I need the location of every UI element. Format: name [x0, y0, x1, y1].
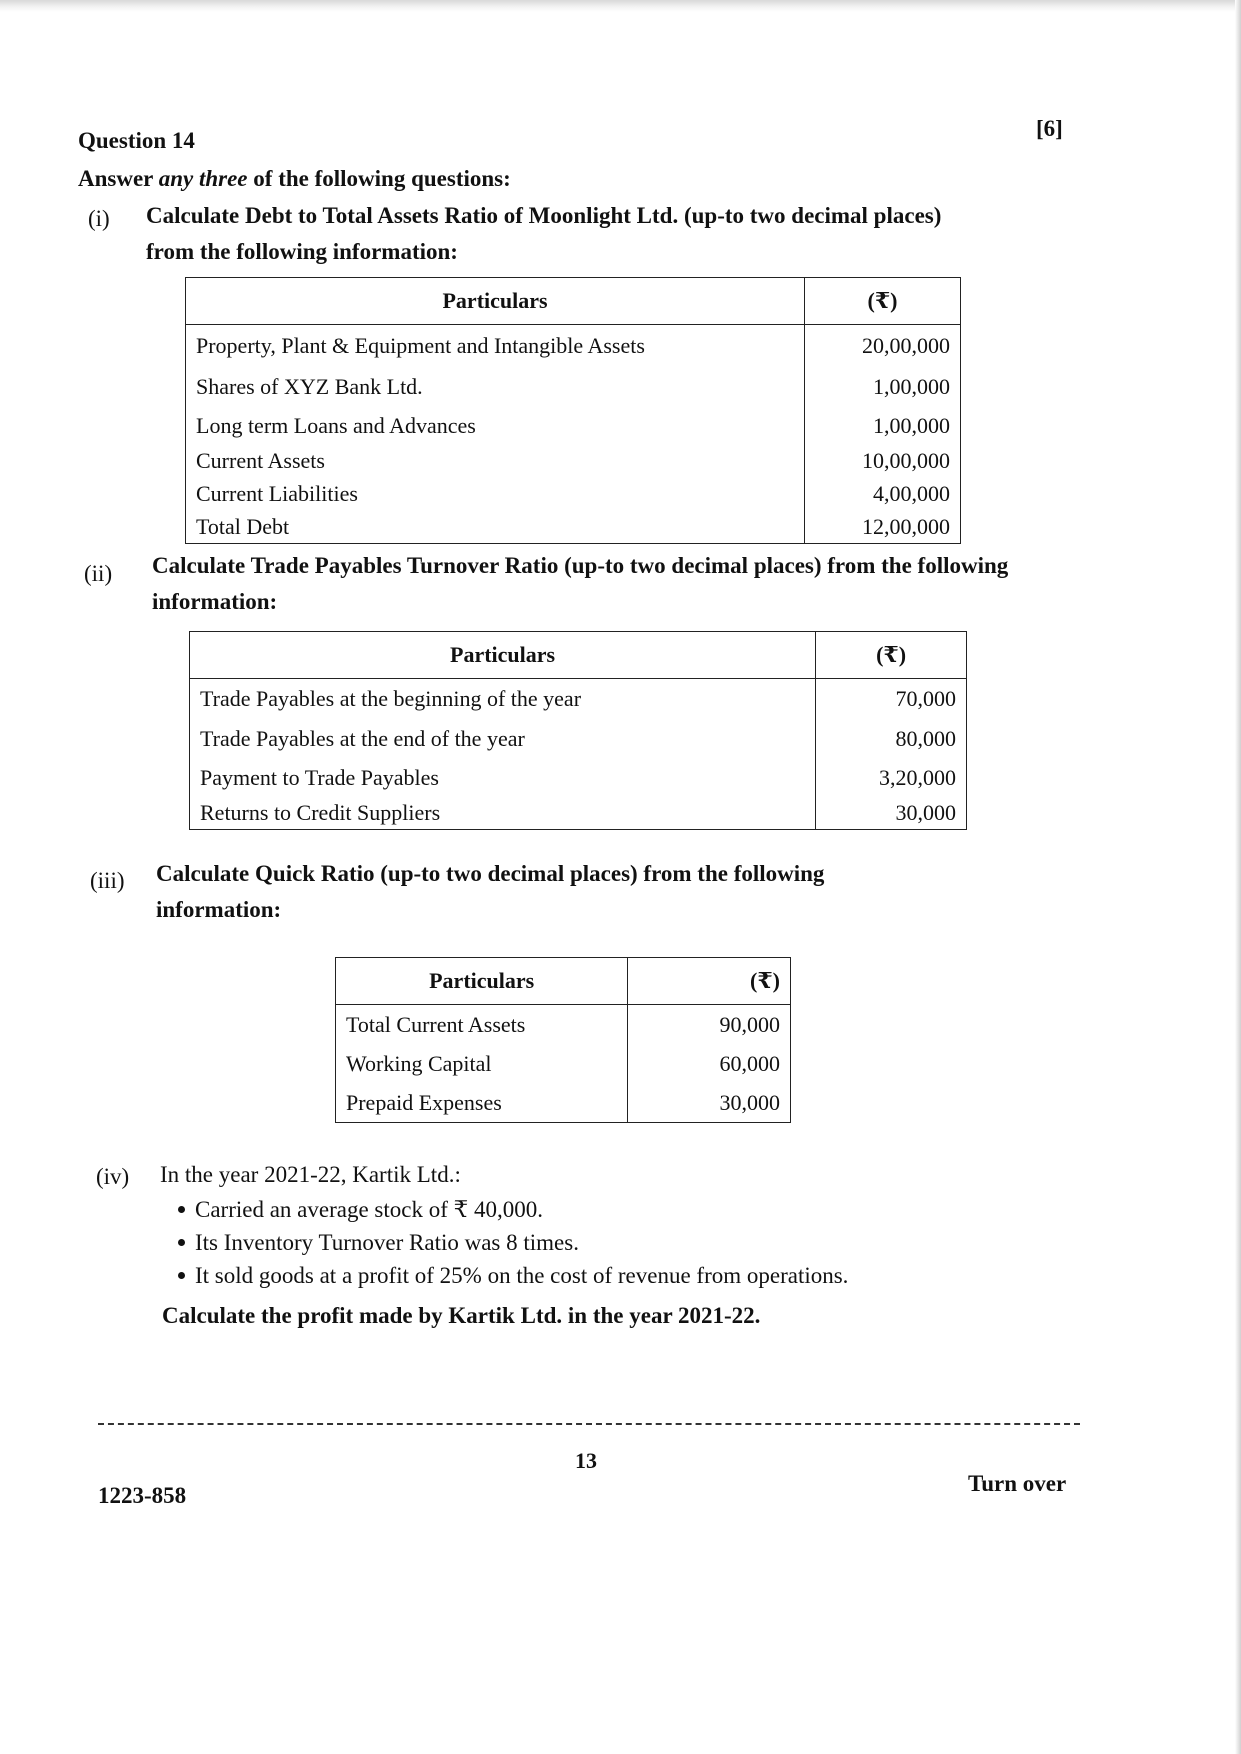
footer-divider	[98, 1423, 1080, 1425]
list-item	[178, 1193, 848, 1226]
column-header-particulars: Particulars	[186, 278, 805, 325]
page-right-edge	[1235, 0, 1241, 1754]
data-table-debt-ratio	[185, 277, 961, 544]
table-row	[190, 679, 967, 719]
page-number: 13	[575, 1448, 597, 1473]
row-value: 12,00,000	[805, 511, 961, 544]
column-header-amount: (₹)	[816, 632, 967, 679]
row-value: 1,00,000	[805, 367, 961, 407]
paper-code: 1223-858	[98, 1483, 187, 1508]
table-header-row	[336, 958, 791, 1005]
table-row	[336, 1005, 791, 1045]
table-row	[186, 478, 961, 511]
row-label: Current Liabilities	[186, 478, 805, 511]
bullet-text: It sold goods at a profit of 25% on the cost of revenue from operations.	[195, 1262, 849, 1288]
column-header-amount: (₹)	[628, 958, 791, 1005]
row-label: Trade Payables at the beginning of the year	[190, 679, 816, 719]
row-label: Returns to Credit Suppliers	[190, 797, 816, 830]
row-value: 30,000	[628, 1084, 791, 1123]
row-value: 4,00,000	[805, 478, 961, 511]
row-label: Total Current Assets	[336, 1005, 628, 1045]
table-row	[190, 719, 967, 759]
subquestion-number: (iv)	[96, 1164, 130, 1189]
table-header-row	[186, 278, 961, 325]
bullet-list	[178, 1193, 848, 1292]
data-table-quick-ratio	[335, 957, 791, 1123]
row-value: 90,000	[628, 1005, 791, 1045]
row-label: Prepaid Expenses	[336, 1084, 628, 1123]
list-item	[178, 1259, 848, 1292]
row-value: 80,000	[816, 719, 967, 759]
subquestion-number: (iii)	[90, 868, 125, 893]
subquestion-text: Calculate Debt to Total Assets Ratio of Moonlight Ltd. (up-to two decimal places) from the following information:	[146, 203, 942, 264]
table-header-row	[190, 632, 967, 679]
subquestion-number: (i)	[88, 206, 110, 231]
row-value: 30,000	[816, 797, 967, 830]
row-label: Current Assets	[186, 445, 805, 478]
subquestion-number: (ii)	[84, 561, 113, 586]
row-label: Working Capital	[336, 1045, 628, 1084]
list-item	[178, 1226, 848, 1259]
table-row	[190, 759, 967, 797]
row-value: 1,00,000	[805, 407, 961, 445]
table-row	[186, 511, 961, 544]
table-row	[190, 797, 967, 830]
row-label: Payment to Trade Payables	[190, 759, 816, 797]
table-row	[336, 1084, 791, 1123]
row-value: 10,00,000	[805, 445, 961, 478]
row-label: Property, Plant & Equipment and Intangible Assets	[186, 325, 805, 367]
instruction-text-pre: Answer	[78, 166, 159, 191]
data-table-payables-turnover	[189, 631, 967, 830]
bullet-icon	[178, 1206, 185, 1213]
subquestion-intro: In the year 2021-22, Kartik Ltd.:	[160, 1162, 461, 1187]
row-value: 70,000	[816, 679, 967, 719]
bullet-text: Its Inventory Turnover Ratio was 8 times.	[195, 1229, 579, 1255]
row-value: 3,20,000	[816, 759, 967, 797]
question-instruction	[78, 166, 511, 192]
instruction-text-emphasis: any three	[158, 166, 248, 191]
subquestion-ask: Calculate the profit made by Kartik Ltd. in the year 2021-22.	[162, 1303, 761, 1328]
table-row	[186, 445, 961, 478]
row-label: Total Debt	[186, 511, 805, 544]
bullet-icon	[178, 1272, 185, 1279]
column-header-amount: (₹)	[805, 278, 961, 325]
subquestion-text: Calculate Trade Payables Turnover Ratio (up-to two decimal places) from the following information:	[152, 553, 1009, 614]
question-title: Question 14	[78, 128, 195, 153]
bullet-icon	[178, 1239, 185, 1246]
row-value: 60,000	[628, 1045, 791, 1084]
table-row	[186, 325, 961, 367]
turn-over-note: Turn over	[968, 1471, 1067, 1496]
table-row	[186, 367, 961, 407]
row-label: Trade Payables at the end of the year	[190, 719, 816, 759]
column-header-particulars: Particulars	[336, 958, 628, 1005]
row-label: Long term Loans and Advances	[186, 407, 805, 445]
row-label: Shares of XYZ Bank Ltd.	[186, 367, 805, 407]
page-top-edge	[0, 0, 1241, 12]
row-value: 20,00,000	[805, 325, 961, 367]
instruction-text-post: of the following questions:	[247, 166, 511, 191]
table-row	[186, 407, 961, 445]
question-marks: [6]	[1036, 116, 1063, 141]
column-header-particulars: Particulars	[190, 632, 816, 679]
table-row	[336, 1045, 791, 1084]
bullet-text: Carried an average stock of ₹ 40,000.	[195, 1196, 544, 1222]
subquestion-text: Calculate Quick Ratio (up-to two decimal places) from the following information:	[156, 861, 825, 922]
